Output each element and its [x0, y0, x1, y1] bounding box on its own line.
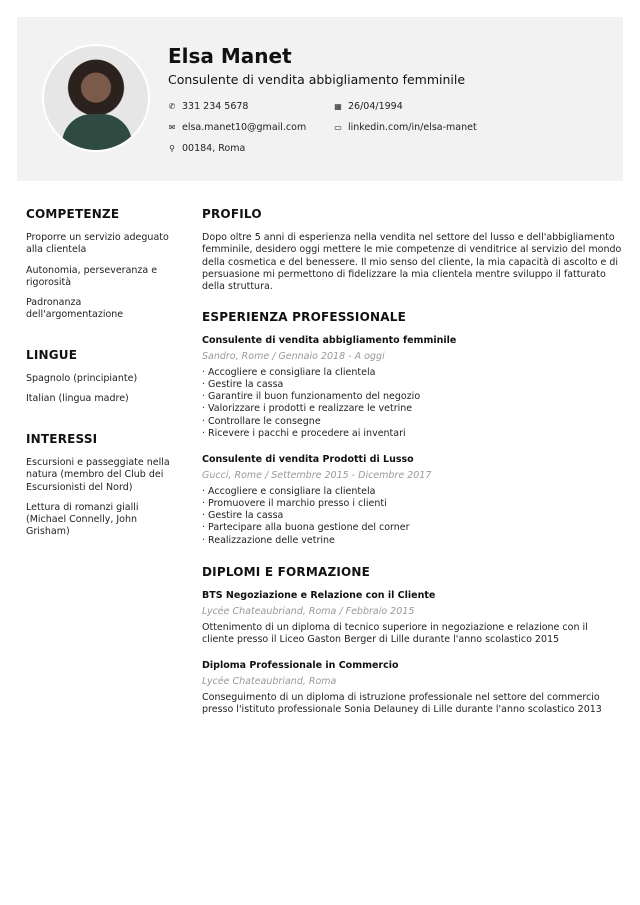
profilo-text: Dopo oltre 5 anni di esperienza nella vendita nel settore del lusso e dell'abbigliamento femminile, desidero oggi mettere le mie competenze di venditrice al servizio del mondo della cosmetica e del benessere. Il mio senso del cliente, la mia capacità di ascolto e di persuasione mi permettono di fidelizzare la mia clientela mentre sviluppo il fatturato della struttura. — [202, 232, 622, 293]
phone — [168, 101, 248, 112]
task: · Promuovere il marchio presso i clienti — [202, 498, 622, 510]
degree-description: Conseguimento di un diploma di istruzione professionale nel settore del commercio presso l'istituto professionale Sonia Delauney di Lille durante l'anno scolastico 2013 — [202, 691, 602, 715]
job-meta: Gucci, Rome / Settembre 2015 - Dicembre 2017 — [202, 470, 432, 482]
list-item: Lettura di romanzi gialli (Michael Connelly, John Grisham) — [26, 501, 139, 538]
envelope-icon: ✉ — [168, 123, 176, 132]
list-item: Italian (lingua madre) — [26, 393, 129, 405]
interessi-heading: INTERESSI — [26, 432, 98, 446]
interessi-list — [26, 457, 181, 547]
lingue-heading: LINGUE — [26, 348, 78, 362]
map-pin-icon: ⚲ — [169, 144, 175, 153]
degree-title: BTS Negoziazione e Relazione con il Cliente — [202, 590, 436, 601]
task: · Gestire la cassa — [202, 379, 622, 391]
job-entry — [202, 335, 622, 440]
phone-text: 331 234 5678 — [182, 101, 249, 112]
job-meta: Sandro, Rome / Gennaio 2018 - A oggi — [202, 351, 385, 363]
birthdate-text: 26/04/1994 — [348, 101, 403, 112]
task: · Garantire il buon funzionamento del negozio — [202, 391, 622, 403]
list-item: Padronanza dell'argomentazione — [26, 297, 124, 321]
linkedin-text: linkedin.com/in/elsa-manet — [348, 122, 477, 133]
list-item: Spagnolo (principiante) — [26, 373, 138, 384]
job-title: Consulente di vendita abbigliamento femminile — [168, 72, 466, 87]
task: · Ricevere i pacchi e procedere ai inventari — [202, 428, 622, 440]
list-item: Proporre un servizio adeguato alla clientela — [26, 232, 169, 256]
education-entry — [202, 590, 622, 646]
competenze-list — [26, 232, 181, 330]
email — [168, 122, 306, 133]
task: · Accogliere e consigliare la clientela — [202, 486, 622, 498]
task: · Accogliere e consigliare la clientela — [202, 367, 622, 379]
laptop-icon: ▭ — [334, 123, 342, 132]
task: · Controllare le consegne — [202, 416, 622, 428]
formazione-heading: DIPLOMI E FORMAZIONE — [202, 565, 371, 579]
calendar-icon: ▦ — [334, 102, 342, 111]
degree-meta: Lycée Chateaubriand, Roma / Febbraio 2015 — [202, 606, 415, 618]
degree-title: Diploma Professionale in Commercio — [202, 660, 399, 671]
job-entry — [202, 454, 622, 547]
task: · Partecipare alla buona gestione del corner — [202, 522, 622, 534]
address — [168, 143, 245, 154]
job-title: Consulente di vendita abbigliamento femminile — [202, 335, 457, 346]
profilo-heading: PROFILO — [202, 207, 262, 221]
profile-photo — [42, 44, 150, 152]
degree-meta: Lycée Chateaubriand, Roma — [202, 676, 337, 688]
task: · Valorizzare i prodotti e realizzare le vetrine — [202, 403, 622, 415]
task: · Realizzazione delle vetrine — [202, 535, 622, 547]
job-title: Consulente di vendita Prodotti di Lusso — [202, 454, 414, 465]
lingue-list — [26, 373, 181, 414]
task: · Gestire la cassa — [202, 510, 622, 522]
list-item: Escursioni e passeggiate nella natura (membro del Club dei Escursionisti del Nord) — [26, 457, 170, 493]
address-text: 00184, Roma — [182, 143, 246, 154]
candidate-name: Elsa Manet — [168, 44, 292, 68]
phone-icon: ✆ — [168, 102, 176, 111]
list-item: Autonomia, perseveranza e rigorosità — [26, 264, 158, 288]
competenze-heading: COMPETENZE — [26, 207, 120, 221]
linkedin — [334, 122, 477, 133]
degree-description: Ottenimento di un diploma di tecnico superiore in negoziazione e relazione con il cliente presso il Liceo Gaston Berger di Lille durante l'anno scolastico 2015 — [202, 621, 588, 645]
education-entry — [202, 660, 622, 716]
esperienza-heading: ESPERIENZA PROFESSIONALE — [202, 310, 406, 324]
email-text: elsa.manet10@gmail.com — [182, 122, 307, 133]
birthdate — [334, 101, 403, 112]
